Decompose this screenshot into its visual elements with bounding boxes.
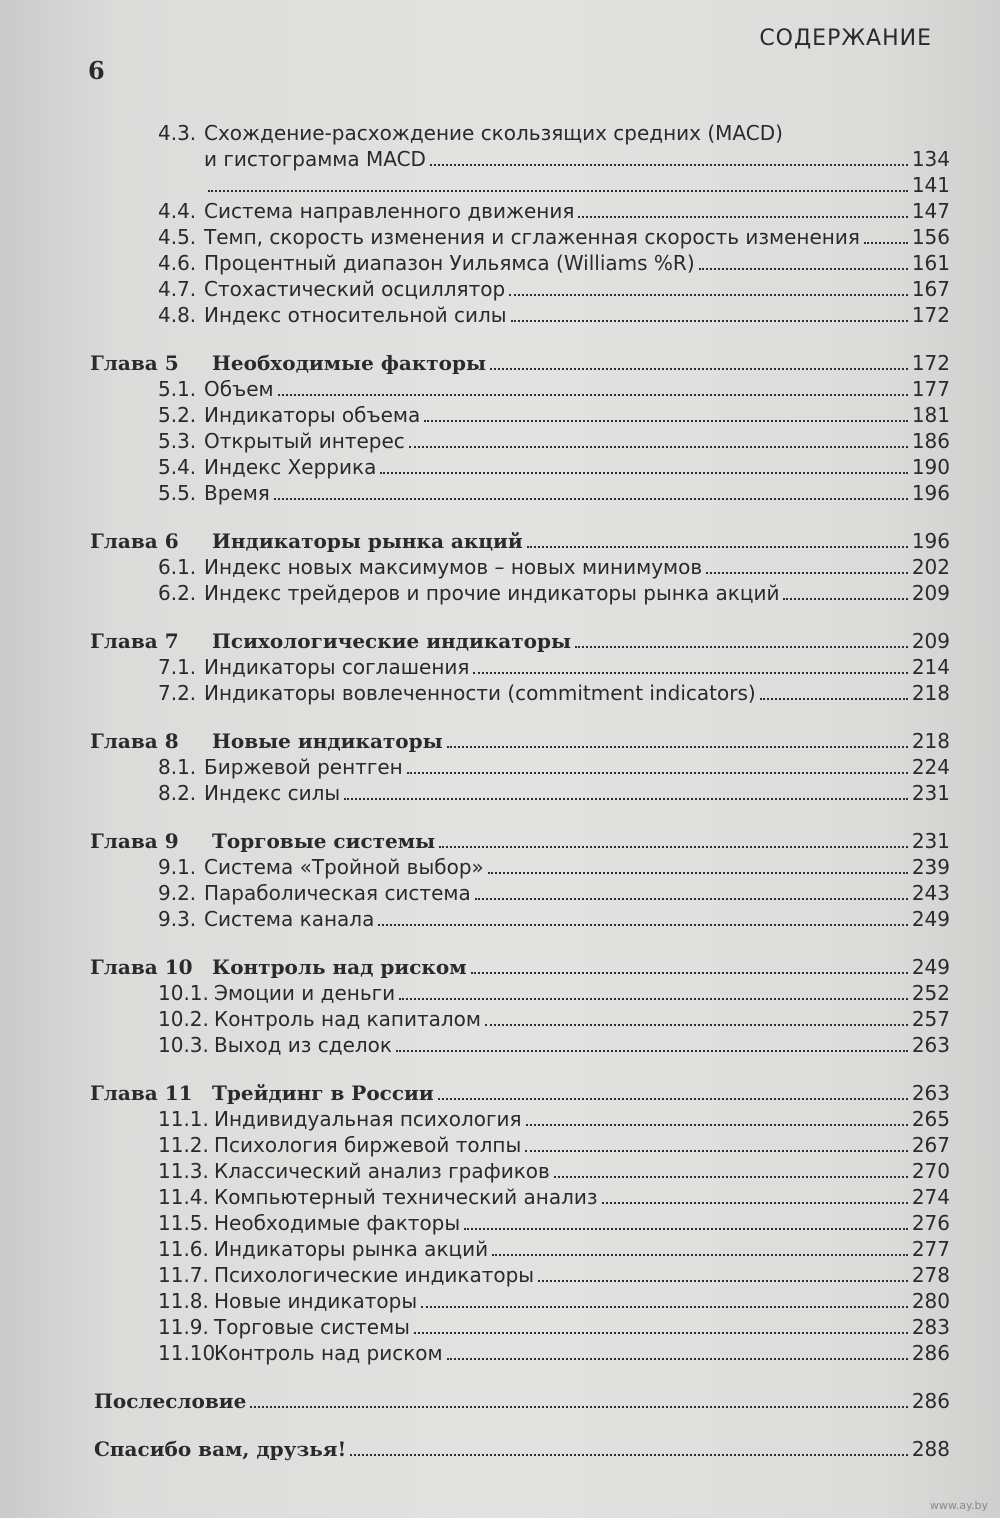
leader-dots <box>407 772 908 774</box>
toc-entry-title: Психологические индикаторы <box>214 1263 535 1287</box>
leader-dots <box>473 672 907 674</box>
toc-entry <box>158 1032 950 1058</box>
toc-entry <box>158 780 950 806</box>
toc-entry-number: 5.4. <box>158 455 197 479</box>
leader-dots <box>475 898 908 900</box>
toc-entry-page: 231 <box>911 781 950 805</box>
toc-chapter-heading <box>90 1080 950 1106</box>
table-of-contents <box>0 120 1000 1462</box>
toc-entry-number: 7.1. <box>158 655 197 679</box>
toc-entry-page: 231 <box>911 829 950 853</box>
toc-entry-number: 8.1. <box>158 755 197 779</box>
toc-entry-title: Спасибо вам, друзья! <box>94 1437 347 1461</box>
toc-entry-title: Индикаторы соглашения <box>204 655 470 679</box>
toc-entry-page: 257 <box>911 1007 950 1031</box>
toc-entry-title: Новые индикаторы <box>214 1289 418 1313</box>
toc-entry-page: 265 <box>911 1107 950 1131</box>
toc-entry-title: Система направленного движения <box>204 199 575 223</box>
toc-entry-page: 280 <box>911 1289 950 1313</box>
leader-dots <box>471 972 908 974</box>
toc-entry <box>158 1184 950 1210</box>
leader-dots <box>783 598 907 600</box>
toc-entry-title: Биржевой рентген <box>204 755 403 779</box>
toc-chapter-heading <box>90 628 950 654</box>
toc-entry-title: Параболическая система <box>204 881 471 905</box>
toc-entry-number: 10.2. <box>158 1007 209 1031</box>
leader-dots <box>864 242 908 244</box>
toc-entry-title: Новые индикаторы <box>212 729 443 753</box>
toc-entry <box>158 402 950 428</box>
toc-entry-number: 9.2. <box>158 881 197 905</box>
toc-entry-title: Индикаторы рынка акций <box>212 529 523 553</box>
toc-entry-title: Контроль над риском <box>212 955 467 979</box>
toc-entry <box>158 1210 950 1236</box>
toc-entry <box>158 302 950 328</box>
toc-entry-title: Темп, скорость изменения и сглаженная скорость изменения <box>204 225 860 249</box>
toc-entry-title: Открытый интерес <box>204 429 405 453</box>
leader-dots <box>409 446 908 448</box>
toc-entry-page: 274 <box>911 1185 950 1209</box>
toc-entry <box>158 376 950 402</box>
toc-entry-number: 9.3. <box>158 907 197 931</box>
leader-dots <box>492 1254 908 1256</box>
toc-entry <box>158 980 950 1006</box>
toc-entry-number: 11.1. <box>158 1107 209 1131</box>
toc-entry-number: 4.4. <box>158 199 197 223</box>
toc-entry-title: Время <box>204 481 270 505</box>
toc-chapter-heading <box>90 954 950 980</box>
toc-entry-number: 11.10. <box>158 1341 222 1365</box>
toc-entry-page: 177 <box>911 377 950 401</box>
leader-dots <box>350 1454 907 1456</box>
toc-entry-number: Глава 7 <box>90 629 179 653</box>
toc-entry-page: 286 <box>911 1341 950 1365</box>
leader-dots <box>378 924 907 926</box>
toc-entry <box>158 906 950 932</box>
toc-entry-number: 6.2. <box>158 581 197 605</box>
toc-entry-page: 167 <box>911 277 950 301</box>
toc-entry <box>158 428 950 454</box>
toc-entry <box>158 1106 950 1132</box>
leader-dots <box>424 420 908 422</box>
toc-entry-title: Процентный диапазон Уильямса (Williams %R) <box>204 251 695 275</box>
leader-dots <box>485 1024 908 1026</box>
toc-entry <box>158 754 950 780</box>
toc-entry-number: Глава 8 <box>90 729 179 753</box>
toc-entry <box>158 880 950 906</box>
toc-entry-number: 11.8. <box>158 1289 209 1313</box>
watermark: www.ay.by <box>929 1499 988 1512</box>
leader-dots <box>490 368 908 370</box>
leader-dots <box>250 1406 908 1408</box>
leader-dots <box>511 320 908 322</box>
leader-dots <box>706 572 908 574</box>
toc-entry-title: Индекс Херрика <box>204 455 377 479</box>
toc-entry-number: 5.1. <box>158 377 197 401</box>
leader-dots <box>578 216 907 218</box>
toc-entry-number: Глава 6 <box>90 529 179 553</box>
leader-dots <box>554 1176 908 1178</box>
leader-dots <box>208 190 908 192</box>
toc-entry-page: 252 <box>911 981 950 1005</box>
toc-entry-title: Контроль над капиталом <box>214 1007 481 1031</box>
toc-entry <box>158 680 950 706</box>
toc-entry-number: Глава 11 <box>90 1081 193 1105</box>
toc-entry-page: 218 <box>911 681 950 705</box>
leader-dots <box>430 164 908 166</box>
toc-entry-title: Торговые системы <box>212 829 436 853</box>
leader-dots <box>464 1228 908 1230</box>
toc-entry-title: Контроль над риском <box>214 1341 443 1365</box>
toc-entry-number: Глава 10 <box>90 955 193 979</box>
toc-entry-page: 209 <box>911 581 950 605</box>
toc-entry-number: 8.2. <box>158 781 197 805</box>
toc-entry-page: 209 <box>911 629 950 653</box>
leader-dots <box>488 872 908 874</box>
toc-entry-title: Послесловие <box>94 1389 247 1413</box>
toc-chapter-heading <box>90 350 950 376</box>
toc-entry-number: 9.1. <box>158 855 197 879</box>
toc-entry <box>158 198 950 224</box>
toc-entry <box>158 276 950 302</box>
leader-dots <box>438 1098 908 1100</box>
toc-entry <box>158 1288 950 1314</box>
toc-entry-page: 263 <box>911 1033 950 1057</box>
leader-dots <box>447 746 908 748</box>
toc-entry-afterword <box>94 1388 950 1414</box>
toc-entry-title: Индивидуальная психология <box>214 1107 522 1131</box>
toc-entry-page: 283 <box>911 1315 950 1339</box>
toc-entry-page: 172 <box>911 351 950 375</box>
toc-entry-page: 181 <box>911 403 950 427</box>
leader-dots <box>439 846 908 848</box>
toc-entry-title: Необходимые факторы <box>214 1211 461 1235</box>
toc-entry-page: 141 <box>911 173 950 197</box>
toc-entry <box>158 580 950 606</box>
toc-entry-page: 288 <box>911 1437 950 1461</box>
toc-entry <box>158 1236 950 1262</box>
toc-entry-title: Индекс относительной силы <box>204 303 507 327</box>
leader-dots <box>344 798 908 800</box>
toc-entry-title: и гистограмма MACD <box>204 147 426 171</box>
toc-entry <box>158 1262 950 1288</box>
toc-entry-page: 270 <box>911 1159 950 1183</box>
toc-entry-thanks <box>94 1436 950 1462</box>
toc-entry-title: Индикаторы объема <box>204 403 421 427</box>
leader-dots <box>760 698 908 700</box>
toc-entry-title: Индикаторы рынка акций <box>214 1237 489 1261</box>
toc-entry-page: 267 <box>911 1133 950 1157</box>
toc-entry-page: 249 <box>911 907 950 931</box>
toc-entry-page: 186 <box>911 429 950 453</box>
toc-entry <box>158 854 950 880</box>
toc-entry-page: 196 <box>911 481 950 505</box>
toc-entry-title: Индекс новых максимумов – новых минимумов <box>204 555 703 579</box>
toc-entry <box>158 1132 950 1158</box>
toc-entry-number: 7.2. <box>158 681 197 705</box>
toc-entry <box>158 1340 950 1366</box>
toc-entry-title: Система канала <box>204 907 375 931</box>
toc-entry-title: Психологические индикаторы <box>212 629 572 653</box>
toc-entry-title: Трейдинг в России <box>212 1081 434 1105</box>
toc-entry <box>158 224 950 250</box>
toc-entry-page: 277 <box>911 1237 950 1261</box>
toc-entry-page: 161 <box>911 251 950 275</box>
toc-entry-page: 243 <box>911 881 950 905</box>
toc-entry-number: Глава 9 <box>90 829 179 853</box>
toc-entry-page: 263 <box>911 1081 950 1105</box>
toc-entry-page: 278 <box>911 1263 950 1287</box>
toc-entry-page: 202 <box>911 555 950 579</box>
toc-entry-number: 4.8. <box>158 303 197 327</box>
toc-entry-number: 4.5. <box>158 225 197 249</box>
leader-dots <box>699 268 908 270</box>
toc-entry <box>158 250 950 276</box>
toc-entry-number: 11.5. <box>158 1211 209 1235</box>
toc-entry <box>158 554 950 580</box>
toc-entry-page: 239 <box>911 855 950 879</box>
leader-dots <box>525 1150 908 1152</box>
toc-chapter-heading <box>90 728 950 754</box>
toc-entry-page: 286 <box>911 1389 950 1413</box>
leader-dots <box>278 394 908 396</box>
toc-entry-page: 224 <box>911 755 950 779</box>
toc-entry-page: 190 <box>911 455 950 479</box>
toc-entry-page: 147 <box>911 199 950 223</box>
toc-entry-page: 196 <box>911 529 950 553</box>
toc-entry <box>158 1158 950 1184</box>
leader-dots <box>274 498 908 500</box>
toc-entry-page: 172 <box>911 303 950 327</box>
toc-entry-macd-line2 <box>158 146 950 172</box>
toc-entry-number: 4.7. <box>158 277 197 301</box>
toc-entry-number: 11.6. <box>158 1237 209 1261</box>
running-head: СОДЕРЖАНИЕ <box>759 26 932 51</box>
toc-entry <box>158 1006 950 1032</box>
toc-entry-title: Психология биржевой толпы <box>214 1133 522 1157</box>
toc-entry <box>158 1314 950 1340</box>
toc-entry-number: 11.9. <box>158 1315 209 1339</box>
toc-entry-number: 4.3. <box>158 121 197 145</box>
toc-entry-title: Объем <box>204 377 274 401</box>
leader-dots <box>602 1202 908 1204</box>
toc-entry <box>158 172 950 198</box>
page-number: 6 <box>88 56 105 85</box>
toc-entry-title: Индекс силы <box>204 781 341 805</box>
leader-dots <box>538 1280 908 1282</box>
leader-dots <box>527 546 908 548</box>
toc-entry-number: 11.3. <box>158 1159 209 1183</box>
toc-entry-number: 11.7. <box>158 1263 209 1287</box>
leader-dots <box>421 1306 908 1308</box>
toc-entry-page: 156 <box>911 225 950 249</box>
leader-dots <box>447 1358 908 1360</box>
toc-entry-number: Глава 5 <box>90 351 179 375</box>
toc-entry-title: Необходимые факторы <box>212 351 487 375</box>
toc-entry-title: Индекс трейдеров и прочие индикаторы рынка акций <box>204 581 780 605</box>
toc-entry-title: Индикаторы вовлеченности (commitment indicators) <box>204 681 756 705</box>
toc-entry-title: Выход из сделок <box>214 1033 392 1057</box>
toc-entry-page: 249 <box>911 955 950 979</box>
leader-dots <box>414 1332 908 1334</box>
toc-entry-number: 5.2. <box>158 403 197 427</box>
toc-entry-page: 276 <box>911 1211 950 1235</box>
toc-entry <box>158 654 950 680</box>
toc-entry-macd-line1 <box>158 120 1000 146</box>
leader-dots <box>380 472 907 474</box>
toc-entry-title: Торговые системы <box>214 1315 410 1339</box>
toc-entry-page: 218 <box>911 729 950 753</box>
toc-entry-title: Эмоции и деньги <box>214 981 396 1005</box>
toc-entry-title: Стохастический осциллятор <box>204 277 506 301</box>
toc-entry-title: Компьютерный технический анализ <box>214 1185 598 1209</box>
toc-chapter-heading <box>90 528 950 554</box>
toc-entry-page: 134 <box>911 147 950 171</box>
toc-entry-number: 10.1. <box>158 981 209 1005</box>
leader-dots <box>399 998 908 1000</box>
leader-dots <box>575 646 908 648</box>
toc-entry <box>158 454 950 480</box>
toc-entry <box>158 480 950 506</box>
toc-entry-number: 10.3. <box>158 1033 209 1057</box>
toc-entry-title: Схождение-расхождение скользящих средних (MACD) <box>204 121 783 145</box>
leader-dots <box>526 1124 908 1126</box>
toc-entry-number: 11.4. <box>158 1185 209 1209</box>
toc-entry-title: Система «Тройной выбор» <box>204 855 484 879</box>
toc-entry-number: 5.3. <box>158 429 197 453</box>
toc-entry-number: 5.5. <box>158 481 197 505</box>
toc-entry-number: 4.6. <box>158 251 197 275</box>
toc-chapter-heading <box>90 828 950 854</box>
leader-dots <box>509 294 908 296</box>
toc-entry-page: 214 <box>911 655 950 679</box>
toc-entry-number: 11.2. <box>158 1133 209 1157</box>
toc-entry-number: 6.1. <box>158 555 197 579</box>
leader-dots <box>396 1050 908 1052</box>
toc-entry-title: Классический анализ графиков <box>214 1159 550 1183</box>
